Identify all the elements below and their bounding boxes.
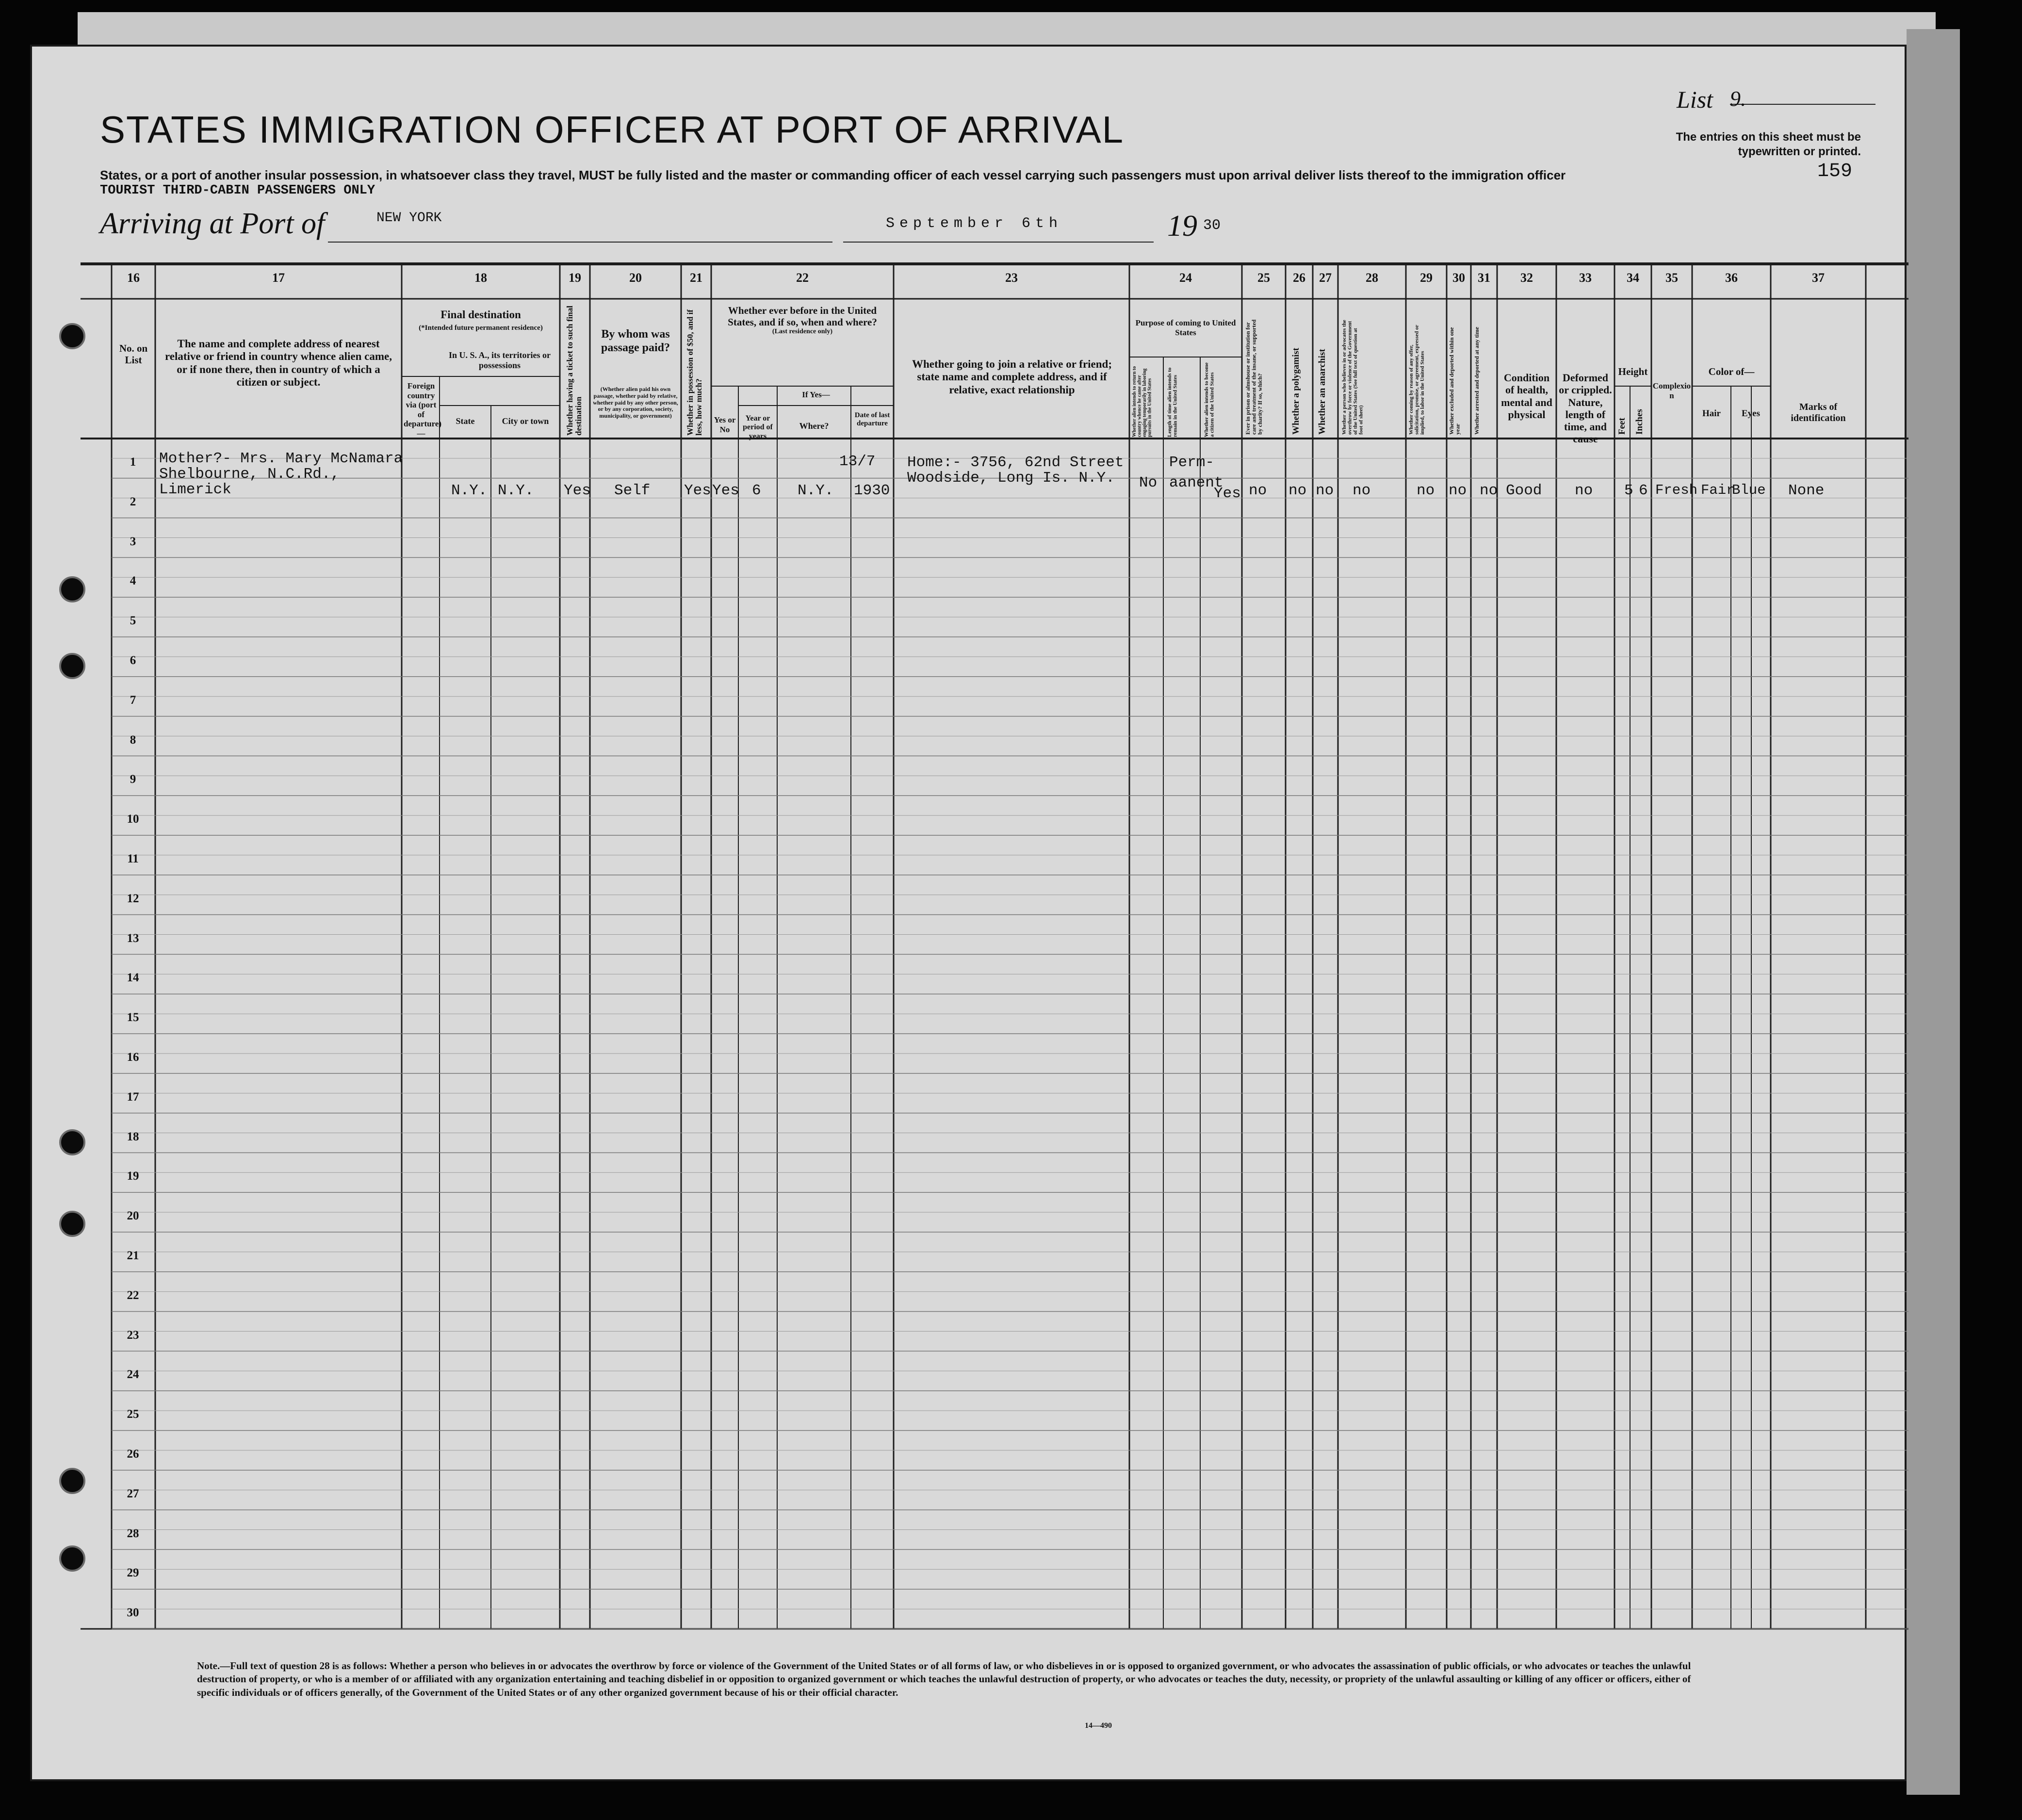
row-number: 27 [127,1487,139,1500]
relative-line-2: Shelbourne, N.C.Rd., [159,466,340,483]
header-state: State [456,416,475,426]
table-grid [32,47,1908,1783]
col-num-32: 32 [1520,271,1533,285]
header-before-in-us: Whether ever before in the United States, and if so, when and where? [728,305,877,328]
header-passage-paid-note: (Whether alien paid his own passage, whether paid by relative, whether paid by any other person, or by any corporation, society, municipality, or government) [593,386,678,420]
col-num-19: 19 [569,271,581,285]
entry-departure-year: 1930 [854,482,890,499]
date-value: September 6th [886,215,1063,232]
col-num-37: 37 [1812,271,1825,285]
relative-line-1: Mother?- Mrs. Mary McNamara [159,450,403,467]
entry-before-years: 6 [752,482,761,499]
header-before-years: Year or period of years [743,414,773,440]
header-height: Height [1618,366,1648,377]
row-number: 23 [127,1328,139,1342]
header-purpose-return: Whether alien intends to return to country whence he came after engaging temporarily in laboring pursuits in the United States [1132,366,1153,437]
entry-before-where: N.Y. [798,482,834,499]
header-final-destination: Final destination [440,309,521,321]
header-overthrow: Whether a person who believes in or advocates the overthrow by force or violence of the Government of the United States (See full text of question at foot of sheet) [1341,320,1364,435]
header-purpose: Purpose of coming to United States [1135,318,1236,337]
entry-citizen: Yes [1214,485,1241,502]
header-eyes: Eyes [1742,408,1760,419]
col-num-26: 26 [1293,271,1305,285]
col-num-29: 29 [1420,271,1433,285]
header-arrested: Whether arrested and deported at any time [1473,326,1480,435]
header-complexion: Complexion [1652,381,1691,400]
col-num-30: 30 [1452,271,1465,285]
entry-state: N.Y. [451,482,488,499]
page-subtitle: States, or a port of another insular possession, in whatsoever class they travel, MUST be fully listed and the master or commanding officer of each vessel carrying such passengers must upon arrival deliver lists thereof to the immigration officer [100,168,1566,182]
header-marks: Marks of identification [1791,402,1846,423]
row-number: 24 [127,1368,139,1381]
year-prefix: 19 [1167,210,1197,243]
header-no-on-list: No. on List [119,342,148,366]
header-purpose-length: Length of time alien intends to remain in the United States [1167,367,1178,437]
row-number: 6 [130,653,136,667]
entry-ticket: Yes [564,482,591,499]
row-number: 8 [130,733,136,747]
col-num-21: 21 [690,271,702,285]
row-number: 11 [127,852,139,865]
row-number: 21 [127,1249,139,1262]
joining-line-1: Home:- 3756, 62nd Street [907,454,1124,471]
col-num-22: 22 [796,271,809,285]
entry-city: N.Y. [498,482,534,499]
typewritten-notice: The entries on this sheet must be typewritten or printed. [1676,130,1861,158]
entry-purpose-return: No [1139,474,1158,491]
row-number: 14 [127,971,139,985]
entry-marks: None [1788,482,1825,499]
row-number: 15 [127,1011,139,1024]
entry-complexion: Fresh [1655,482,1698,498]
page-number: 159 [1817,161,1853,182]
row-number: 18 [127,1130,139,1143]
header-last-departure: Date of last departure [854,411,890,428]
header-labor-offer: Whether coming by reason of any offer, solicitation, promise, or agreement, expressed or implied, to labor in the United States [1408,325,1426,435]
port-value: NEW YORK [376,211,442,226]
row-number: 28 [127,1527,139,1540]
header-if-yes: If Yes— [802,390,830,399]
footnote-text: Note.—Full text of question 28 is as follows: Whether a person who believes in or advocates the overthrow by force or violence of the Government of the United States or of all forms of law, or who disbelieves in or is opposed to organized government, or who advocates the assassination of public officials, or who advocates or teaches the unlawful destruction of property, or who is a member of or affiliated with any organization entertaining and teaching disbelief in or opposition to organized government or which teaches the unlawful destruction of property, or who advocates or teaches the duty, necessity, or propriety of the unlawful assaulting or killing of any officer or officers, either of specific individuals or of officers generally, of the Government of the United States or of any other organized government because of his or their official character. [197,1660,1691,1698]
row-number: 13 [127,931,139,945]
list-number: 9. [1730,87,1746,111]
header-deformed: Deformed or crippled. Nature, length of time, and cause [1559,372,1612,445]
row-number: 30 [127,1606,139,1620]
header-health: Condition of health, mental and physical [1501,372,1552,421]
row-number: 7 [130,693,136,707]
entry-labor-offer: no [1417,482,1435,499]
header-before-where: Where? [799,421,829,431]
header-fifty-dollars: Whether in possession of $50, and if less, how much? [685,309,703,436]
row-number: 25 [127,1408,139,1421]
header-nearest-relative: The name and complete address of nearest relative or friend in country whence alien came, or if none there, then in country of which a citizen or subject. [164,338,392,389]
row-number: 16 [127,1050,139,1064]
entry-purpose-length-1: Perm- [1169,454,1215,471]
entry-arrested: no [1480,482,1498,499]
header-city: City or town [502,416,549,426]
header-excluded: Whether excluded and deported within one year [1448,327,1461,435]
col-num-25: 25 [1257,271,1270,285]
row-number: 19 [127,1170,139,1183]
header-before-yes-no: Yes or No [714,415,736,434]
manifest-sheet [30,45,1907,1781]
col-num-31: 31 [1478,271,1490,285]
row-number: 10 [127,812,139,826]
joining-line-2: Woodside, Long Is. N.Y. [907,470,1115,487]
entry-overthrow: no [1353,482,1371,499]
header-final-destination-note: (*Intended future permanent residence) [419,324,543,332]
form-number: 14—490 [1085,1722,1112,1730]
header-color-of: Color of— [1708,366,1755,377]
arriving-label: Arriving at Port of [100,207,325,240]
entry-anarchist: no [1316,482,1334,499]
page-title: STATES IMMIGRATION OFFICER AT PORT OF ARRIVAL [100,108,1125,151]
row-number: 9 [130,773,136,786]
header-in-usa: In U. S. A., its territories or possessions [449,350,551,370]
col-num-18: 18 [474,271,487,285]
class-line: TOURIST THIRD-CABIN PASSENGERS ONLY [100,183,375,198]
col-num-23: 23 [1005,271,1018,285]
header-passage-paid: By whom was passage paid? [601,328,670,354]
header-purpose-citizen: Whether alien intends to become a citizen of the United States [1204,362,1215,437]
entry-eyes: Blue [1732,482,1766,498]
col-num-20: 20 [629,271,642,285]
header-polygamist: Whether a polygamist [1291,347,1301,435]
col-num-17: 17 [272,271,285,285]
header-inches: Inches [1634,409,1645,435]
header-joining-relative: Whether going to join a relative or friend; state name and complete address, and if relative, exact relationship [912,358,1112,396]
row-number: 26 [127,1447,139,1461]
year-suffix: 30 [1203,217,1221,234]
entry-departure-day: 13/7 [839,453,876,470]
entry-fifty-dollars: Yes [684,482,711,499]
entry-passage-paid: Self [614,482,651,499]
col-num-27: 27 [1319,271,1332,285]
entry-excluded: no [1449,482,1467,499]
entry-prison: no [1249,482,1267,499]
row-number: 22 [127,1288,139,1302]
entry-hair: Fair [1701,482,1735,498]
col-num-35: 35 [1665,271,1678,285]
header-hair: Hair [1702,408,1721,419]
col-num-33: 33 [1579,271,1592,285]
col-num-16: 16 [127,271,140,285]
header-prison: Ever in prison or almshouse or institution for care and treatment of the insane, or supported by charity? If so, which? [1244,319,1264,435]
list-label: List [1677,86,1713,113]
header-ticket: Whether having a ticket to such final destination [565,306,583,436]
row-number: 29 [127,1566,139,1580]
header-anarchist: Whether an anarchist [1317,349,1327,435]
col-num-24: 24 [1179,271,1192,285]
entry-feet: 5 [1624,482,1633,499]
row-number: 4 [130,574,136,588]
entry-inches: 6 [1639,482,1648,499]
row-number: 2 [130,495,136,508]
header-foreign-country: Foreign country via (port of departure)— [404,381,442,438]
col-num-36: 36 [1725,271,1738,285]
col-num-34: 34 [1627,271,1639,285]
row-number: 5 [130,614,136,628]
entry-deformed: no [1575,482,1593,499]
header-feet: Feet [1617,418,1627,435]
col-num-28: 28 [1366,271,1378,285]
row-number: 3 [130,535,136,548]
row-number: 17 [127,1090,139,1104]
relative-line-3: Limerick [159,481,231,498]
entry-polygamist: no [1288,482,1307,499]
entry-before-yes-no: Yes [712,482,739,499]
entry-health: Good [1506,482,1542,499]
header-before-in-us-note: (Last residence only) [772,328,833,335]
row-number: 1 [130,455,136,469]
binding-edge [1907,29,1960,1795]
row-number: 12 [127,892,139,905]
entry-purpose-length-2: aanent [1169,474,1223,491]
row-number: 20 [127,1209,139,1223]
